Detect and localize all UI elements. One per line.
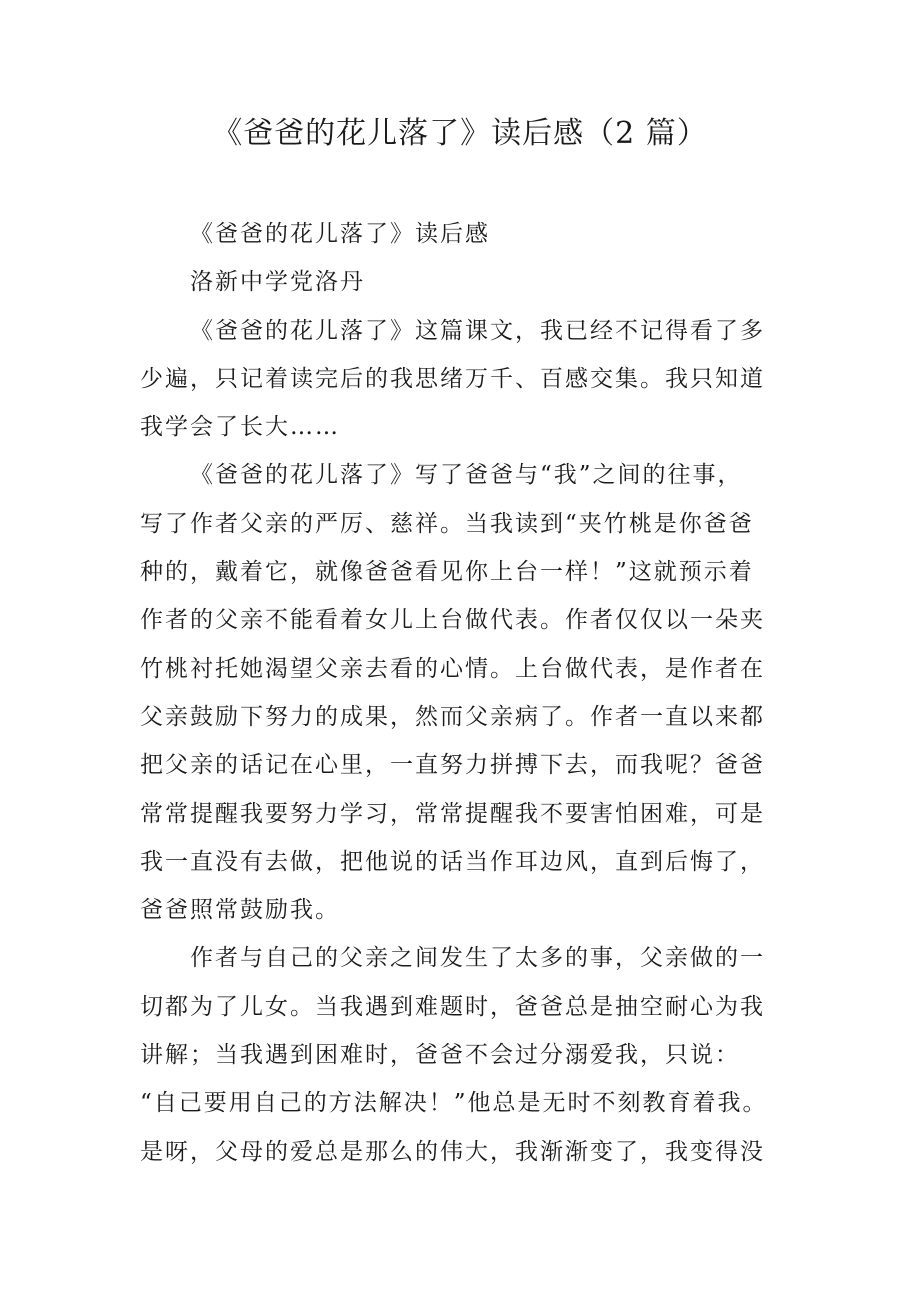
text-line: 爸爸照常鼓励我。 [140, 897, 340, 924]
text-line: 我学会了长大…… [140, 414, 340, 441]
text-line: 《爸爸的花儿落了》写了爸爸与“我”之间的往事， [190, 462, 743, 489]
text-line: 《爸爸的花儿落了》读后感 [190, 221, 490, 247]
text-line: 种的，戴着它，就像爸爸看见你上台一样！”这就预示着 [140, 559, 754, 586]
text-line: 写了作者父亲的严厉、慈祥。当我读到“夹竹桃是你爸爸 [140, 510, 754, 537]
document-body [140, 210, 780, 1176]
text-line: 切都为了儿女。当我遇到难题时，爸爸总是抽空耐心为我 [140, 993, 765, 1020]
text-line: 我一直没有去做，把他说的话当作耳边风，直到后悔了， [140, 848, 765, 875]
text-line: “自己要用自己的方法解决！”他总是无时不刻教育着我。 [140, 1090, 768, 1117]
text-line: 作者的父亲不能看着女儿上台做代表。作者仅仅以一朵夹 [140, 607, 765, 634]
text-line: 把父亲的话记在心里，一直努力拼搏下去，而我呢？爸爸 [140, 752, 765, 779]
text-line: 作者与自己的父亲之间发生了太多的事，父亲做的一 [190, 945, 765, 972]
text-line: 《爸爸的花儿落了》这篇课文，我已经不记得看了多 [190, 317, 765, 344]
text-line: 竹桃衬托她渴望父亲去看的心情。上台做代表，是作者在 [140, 655, 765, 682]
text-line: 少遍，只记着读完后的我思绪万千、百感交集。我只知道 [140, 365, 765, 392]
text-line: 讲解；当我遇到困难时，爸爸不会过分溺爱我，只说： [140, 1042, 740, 1069]
document-title: 《爸爸的花儿落了》读后感（2 篇） [212, 116, 708, 151]
text-line: 是呀，父母的爱总是那么的伟大，我渐渐变了，我变得没 [140, 1138, 765, 1165]
text-line: 父亲鼓励下努力的成果，然而父亲病了。作者一直以来都 [140, 703, 765, 730]
text-line: 洛新中学党洛丹 [190, 269, 365, 296]
text-line: 常常提醒我要努力学习，常常提醒我不要害怕困难，可是 [140, 800, 765, 827]
